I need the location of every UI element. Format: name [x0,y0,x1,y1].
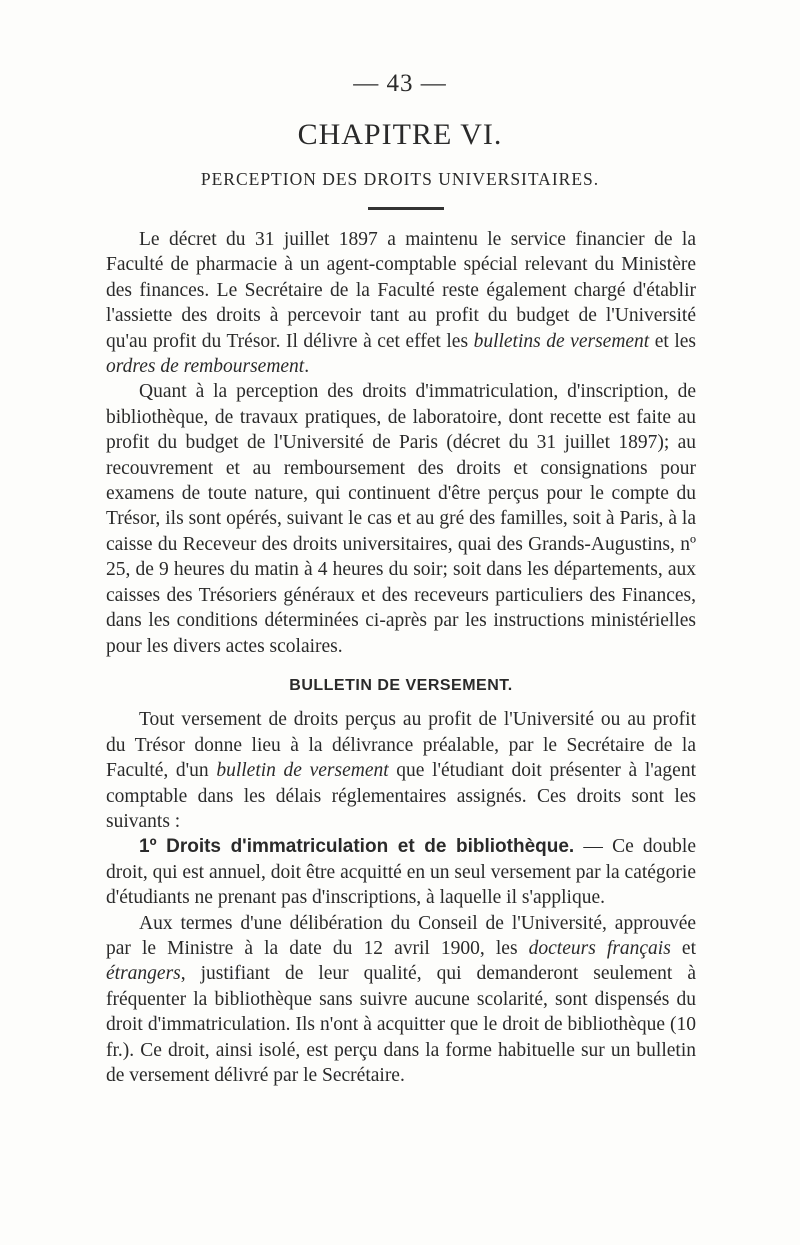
paragraph-versement [106,707,696,834]
paragraph-deliberation [106,911,696,1089]
italic-term: ordres de remboursement [106,356,305,378]
text-run: Le décret du 31 juillet 1897 a maintenu le service financier de la Faculté de pharmacie à un agent-comptable spécial relevant du Ministère des finances. Le Secrétaire de la Faculté reste également chargé d'établir l'assiette des droits à percevoir tant au profit du budget de l'Université qu'au profit du Trésor. Il délivre à cet effet les [106,229,696,352]
text-run: . [304,356,310,378]
text-run: et les [649,330,697,352]
page-number: — 43 — [353,70,447,97]
italic-term: docteurs français [528,937,671,959]
text-run: que l'étudiant doit présenter à l'agent comptable dans les délais réglementaires assignés. Ces droits sont les suivants : [106,760,696,832]
section-heading: BULLETIN DE VERSEMENT. [289,676,513,694]
text-run: — Ce double droit, qui est annuel, doit être acquitté en un seul versement par la catégorie d'étudiants ne prenant pas d'inscriptions, à laquelle il s'applique. [106,836,697,909]
italic-term: étrangers [106,963,181,985]
paragraph-perception: Quant à la perception des droits d'immatriculation, d'inscription, de bibliothèque, de travaux pratiques, de laboratoire, dont recette est faite au profit du budget de l'Université de Paris (décret du 31 juillet 1897); au recouvrement et au remboursement des droits et consignations pour examens de toute nature, qui continuent d'être perçus pour le compte du Trésor, ils sont opérés, suivant le cas et au gré des familles, soit à Paris, à la caisse du Receveur des droits universitaires, quai des Grands-Augustins, nº 25, de 9 heures du matin à 4 heures du soir; soit dans les départements, aux caisses des Trésoriers généraux et des receveurs particuliers des Finances, dans les conditions déterminées ci-après par les instructions ministérielles pour les divers actes scolaires. [106,381,696,657]
text-run: et [670,937,697,959]
chapter-subtitle: PERCEPTION DES DROITS UNIVERSITAIRES. [200,169,600,189]
text-run: Aux termes d'une délibération du Conseil de l'Université, approuvée par le Ministre à la date du 12 avril 1900, les [106,912,696,959]
italic-term: bulletin de versement [216,760,389,782]
body-text [106,227,696,1088]
run-in-heading: 1º Droits d'immatriculation et de bibliothèque. [139,836,575,858]
text-run: Tout versement de droits perçus au profit de l'Université ou au profit du Trésor donne lieu à la délivrance préalable, par le Secrétaire de la Faculté, d'un [106,709,696,782]
paragraph-droits-immatriculation [106,834,696,910]
chapter-title: CHAPITRE VI. [297,118,503,151]
text-run: , justifiant de leur qualité, qui demanderont seulement à fréquenter la bibliothèque sans suivre aucune scolarité, sont dispensés du droit d'immatriculation. Ils n'ont à acquitter que le droit de bibliothèque (10 fr.). Ce droit, ainsi isolé, est perçu dans la forme habituelle sur un bulletin de versement délivré par le Secrétaire. [106,963,696,1086]
italic-term: bulletins de versement [473,330,650,352]
paragraph-decree [106,227,696,379]
title-divider [368,207,444,210]
